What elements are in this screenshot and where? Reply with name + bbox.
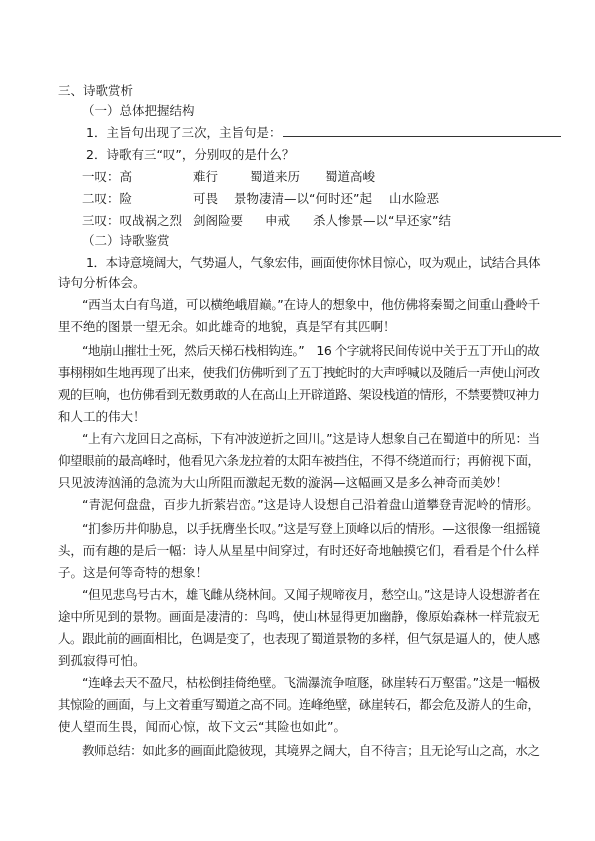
body-line: 途中所见到的景物。画面是凄清的：鸟鸣，使山林显得更加幽静，像原始森林一样荒寂无	[58, 609, 540, 624]
body-line: “西当太白有鸟道，可以横绝峨眉巅。”在诗人的想象中，他仿佛将秦蜀之间重山叠岭千	[82, 297, 540, 312]
sigh-row-3: 三叹：叹战祸之烈 剑阁险要 申戒 杀人惨景—以“早还家”结	[82, 213, 451, 228]
part2-heading: （二）诗歌鉴赏	[82, 233, 170, 248]
body-line: 其惊险的画面，与上文着重写蜀道之高不同。连峰绝壁，砯崖转石，都会危及游人的生命，	[58, 697, 540, 712]
part1-heading: （一）总体把握结构	[82, 103, 195, 118]
answer-blank[interactable]	[283, 123, 561, 137]
sigh-row-2: 二叹：险 可畏 景物凄清—以“何时还”起 山水险恶	[82, 191, 440, 206]
body-line: 1．本诗意境阔大，气势逼人，气象宏伟，画面使你怵目惊心，叹为观止，试结合具体	[86, 255, 541, 270]
question-2: 2．诗歌有三“叹”，分别叹的是什么？	[86, 147, 295, 162]
body-line: 事栩栩如生地再现了出来，使我们仿佛听到了五丁拽蛇时的大声呼喊以及随后一声使山河改	[58, 365, 540, 380]
body-line: 里不绝的图景一望无余。如此雄奇的地貌，真是罕有其匹啊！	[58, 319, 396, 334]
body-line: 诗句分析体会。	[58, 275, 146, 290]
body-line: “扪参历井仰胁息，以手抚膺坐长叹。”这是写登上顶峰以后的情形。—这很像一组摇镜	[82, 521, 540, 536]
body-line: 教师总结：如此多的画面此隐彼现，其境界之阔大，自不待言；且无论写山之高，水之	[82, 743, 540, 758]
body-line: “地崩山摧壮士死，然后天梯石栈相钩连。” 16 个字就将民间传说中关于五丁开山的故	[82, 343, 540, 358]
body-line: 仰望眼前的最高峰时，他看见六条龙拉着的太阳车被挡住，不得不绕道而行；再俯视下面，	[58, 453, 540, 468]
body-line: 子。这是何等奇特的想象！	[58, 565, 209, 580]
body-line: “青泥何盘盘，百步九折萦岩峦。”这是诗人设想自己沿着盘山道攀登青泥岭的情形。	[82, 497, 539, 512]
body-line: “上有六龙回日之高标，下有冲波逆折之回川。”这是诗人想象自己在蜀道中的所见：当	[82, 431, 540, 446]
body-line: 头，而有趣的是后一幅：诗人从星星中间穿过，有时还好奇地触摸它们，看看是个什么样	[58, 543, 540, 558]
body-line: 到孤寂得可怕。	[58, 653, 146, 668]
body-line: 使人望而生畏，闻而心惊，故下文云“其险也如此”。	[58, 719, 346, 734]
question-1-text: 1．主旨句出现了三次，主旨句是：	[86, 125, 282, 140]
body-line: “但见悲鸟号古木，雄飞雌从绕林间。又闻子规啼夜月，愁空山。”这是诗人设想游者在	[82, 587, 540, 602]
body-line: 观的巨响，也仿佛看到无数勇敢的人在高山上开辟道路、架设栈道的情形，不禁要赞叹神力	[58, 387, 540, 402]
question-1	[0, 123, 595, 143]
sigh-row-1: 一叹：高 难行 蜀道来历 蜀道高峻	[82, 169, 376, 184]
body-line: “连峰去天不盈尺，枯松倒挂倚绝壁。飞湍瀑流争喧豗，砯崖转石万壑雷。”这是一幅极	[82, 675, 540, 690]
body-line: 和人工的伟大！	[58, 409, 146, 424]
body-line: 人。跟此前的画面相比，色调是变了，也表现了蜀道景物的多样，但气氛是逼人的，使人感	[58, 631, 540, 646]
section-title: 三、诗歌赏析	[58, 83, 134, 98]
body-line: 只见波涛汹涌的急流为大山所阻而激起无数的漩涡—这幅画又是多么神奇而美妙！	[58, 475, 509, 490]
